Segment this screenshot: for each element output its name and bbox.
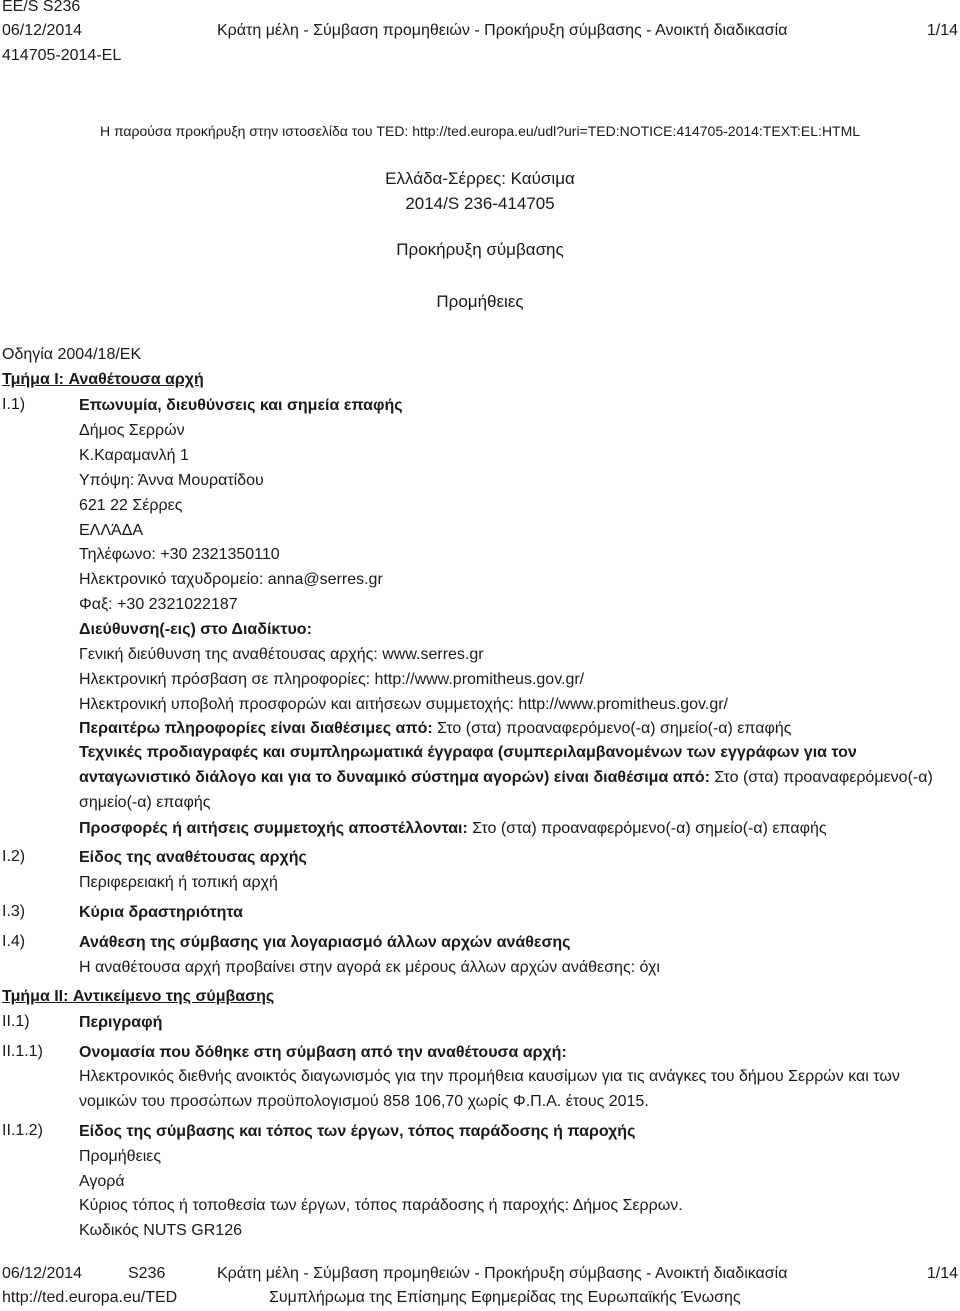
footer-date: 06/12/2014: [2, 1265, 83, 1282]
heading-category: Προμήθειες: [436, 292, 524, 311]
ii11-value: Ηλεκτρονικός διεθνής ανοικτός διαγωνισμός για την προμήθεια καυσίμων για τις ανάγκες του δήμου Σερρών και των νομικών του προσώπων προϋπολογισμού 858 106,70 χωρίς Φ.Π.Α. έτους 2015.: [79, 1068, 900, 1110]
access-url[interactable]: Ηλεκτρονική πρόσβαση σε πληροφορίες: http://www.promitheus.gov.gr/: [79, 671, 585, 688]
tenders-value: Στο (στα) προαναφερόμενο(-α) σημείο(-α) επαφής: [472, 820, 827, 837]
i1-label: Επωνυμία, διευθύνσεις και σημεία επαφής: [79, 397, 403, 414]
further-info-value: Στο (στα) προαναφερόμενο(-α) σημείο(-α) επαφής: [437, 720, 792, 737]
ii12-place: Κύριος τόπος ή τοποθεσία των έργων, τόπος παράδοσης ή παροχής: Δήμος Σερρων.: [79, 1197, 683, 1214]
specs-value: Στο (στα) προαναφερόμενο(-α) σημείο(-α) επαφής: [79, 768, 933, 811]
authority-street: Κ.Καραμανλή 1: [79, 447, 189, 464]
section1-title: Τμήμα I: Αναθέτουσα αρχή: [2, 371, 204, 388]
ii12-label: Είδος της σύμβασης και τόπος των έργων, τόπος παράδοσης ή παροχής: [79, 1123, 636, 1140]
ii1-label: Περιγραφή: [79, 1014, 163, 1031]
header-page: 1/14: [926, 22, 958, 39]
ii12-nuts: Κωδικός NUTS GR126: [79, 1222, 242, 1239]
further-info-label: Περαιτέρω πληροφορίες είναι διαθέσιμες από:: [79, 720, 433, 737]
header-title: Κράτη μέλη - Σύμβαση προμηθειών - Προκήρυξη σύμβασης - Ανοικτή διαδικασία: [217, 22, 788, 39]
ii12-subtype: Αγορά: [79, 1173, 125, 1190]
section2-title: Τμήμα II: Αντικείμενο της σύμβασης: [2, 988, 275, 1005]
ii12-number: II.1.2): [2, 1122, 43, 1139]
specs-label: Τεχνικές προδιαγραφές και συμπληρωματικά έγγραφα (συμπεριλαμβανομένων των εγγράφων για τον ανταγωνιστικό διάλογο και για το δυναμικό σύστημα αγορών) είναι διαθέσιμα από:: [79, 744, 857, 786]
header-issue: EE/S S236: [2, 0, 81, 15]
i2-label: Είδος της αναθέτουσας αρχής: [79, 849, 307, 866]
ii1-number: II.1): [2, 1013, 30, 1030]
i1-number: I.1): [2, 396, 26, 413]
specs-info: [79, 741, 957, 815]
authority-fax: Φαξ: +30 2321022187: [79, 596, 238, 613]
footer-supplement: Συμπλήρωμα της Επίσημης Εφημερίδας της Ευρωπαϊκής Ένωσης: [269, 1289, 741, 1306]
i2-number: I.2): [2, 848, 26, 865]
authority-email[interactable]: Ηλεκτρονικό ταχυδρομείο: anna@serres.gr: [79, 571, 383, 588]
header-date: 06/12/2014: [2, 22, 83, 39]
i3-number: I.3): [2, 903, 26, 920]
header-doc-id: 414705-2014-EL: [2, 47, 122, 64]
directive: Οδηγία 2004/18/ΕΚ: [2, 346, 142, 363]
authority-name: Δήμος Σερρών: [79, 422, 185, 439]
i4-number: I.4): [2, 933, 26, 950]
ii12-type: Προμήθειες: [79, 1148, 162, 1165]
i2-value: Περιφερειακή ή τοπική αρχή: [79, 874, 278, 891]
notice-url-line[interactable]: Η παρούσα προκήρυξη στην ιστοσελίδα του TED: http://ted.europa.eu/udl?uri=TED:NOTICE:414705-2014:TEXT:EL:HTML: [99, 123, 861, 139]
tenders-label: Προσφορές ή αιτήσεις συμμετοχής αποστέλλονται:: [79, 820, 468, 837]
tenders-info: [79, 819, 827, 839]
heading-type: Προκήρυξη σύμβασης: [396, 240, 564, 259]
ii11-label: Ονομασία που δόθηκε στη σύμβαση από την αναθέτουσα αρχή:: [79, 1044, 567, 1061]
general-url[interactable]: Γενική διεύθυνση της αναθέτουσας αρχής: www.serres.gr: [79, 646, 484, 663]
footer-title: Κράτη μέλη - Σύμβαση προμηθειών - Προκήρυξη σύμβασης - Ανοικτή διαδικασία: [217, 1265, 788, 1282]
i4-value: Η αναθέτουσα αρχή προβαίνει στην αγορά εκ μέρους άλλων αρχών ανάθεσης: όχι: [79, 959, 660, 976]
further-info: [79, 719, 791, 739]
footer-url[interactable]: http://ted.europa.eu/TED: [2, 1289, 178, 1306]
heading-ref: 2014/S 236-414705: [405, 194, 555, 213]
footer-issue: S236: [128, 1265, 166, 1282]
internet-label: Διεύθυνση(-εις) στο Διαδίκτυο:: [79, 621, 312, 638]
authority-postal: 621 22 Σέρρες: [79, 497, 183, 514]
heading-location: Ελλάδα-Σέρρες: Καύσιμα: [385, 169, 575, 188]
submission-url[interactable]: Ηλεκτρονική υποβολή προσφορών και αιτήσεων συμμετοχής: http://www.promitheus.gov.gr/: [79, 696, 728, 713]
i3-label: Κύρια δραστηριότητα: [79, 904, 243, 921]
i4-label: Ανάθεση της σύμβασης για λογαριασμό άλλων αρχών ανάθεσης: [79, 934, 571, 951]
authority-phone: Τηλέφωνο: +30 2321350110: [79, 546, 280, 563]
footer-page: 1/14: [926, 1265, 958, 1282]
authority-country: ΕΛΛΆΔΑ: [79, 522, 144, 539]
ii11-number: II.1.1): [2, 1043, 43, 1060]
authority-attention: Υπόψη: Άννα Μουρατίδου: [79, 472, 264, 489]
